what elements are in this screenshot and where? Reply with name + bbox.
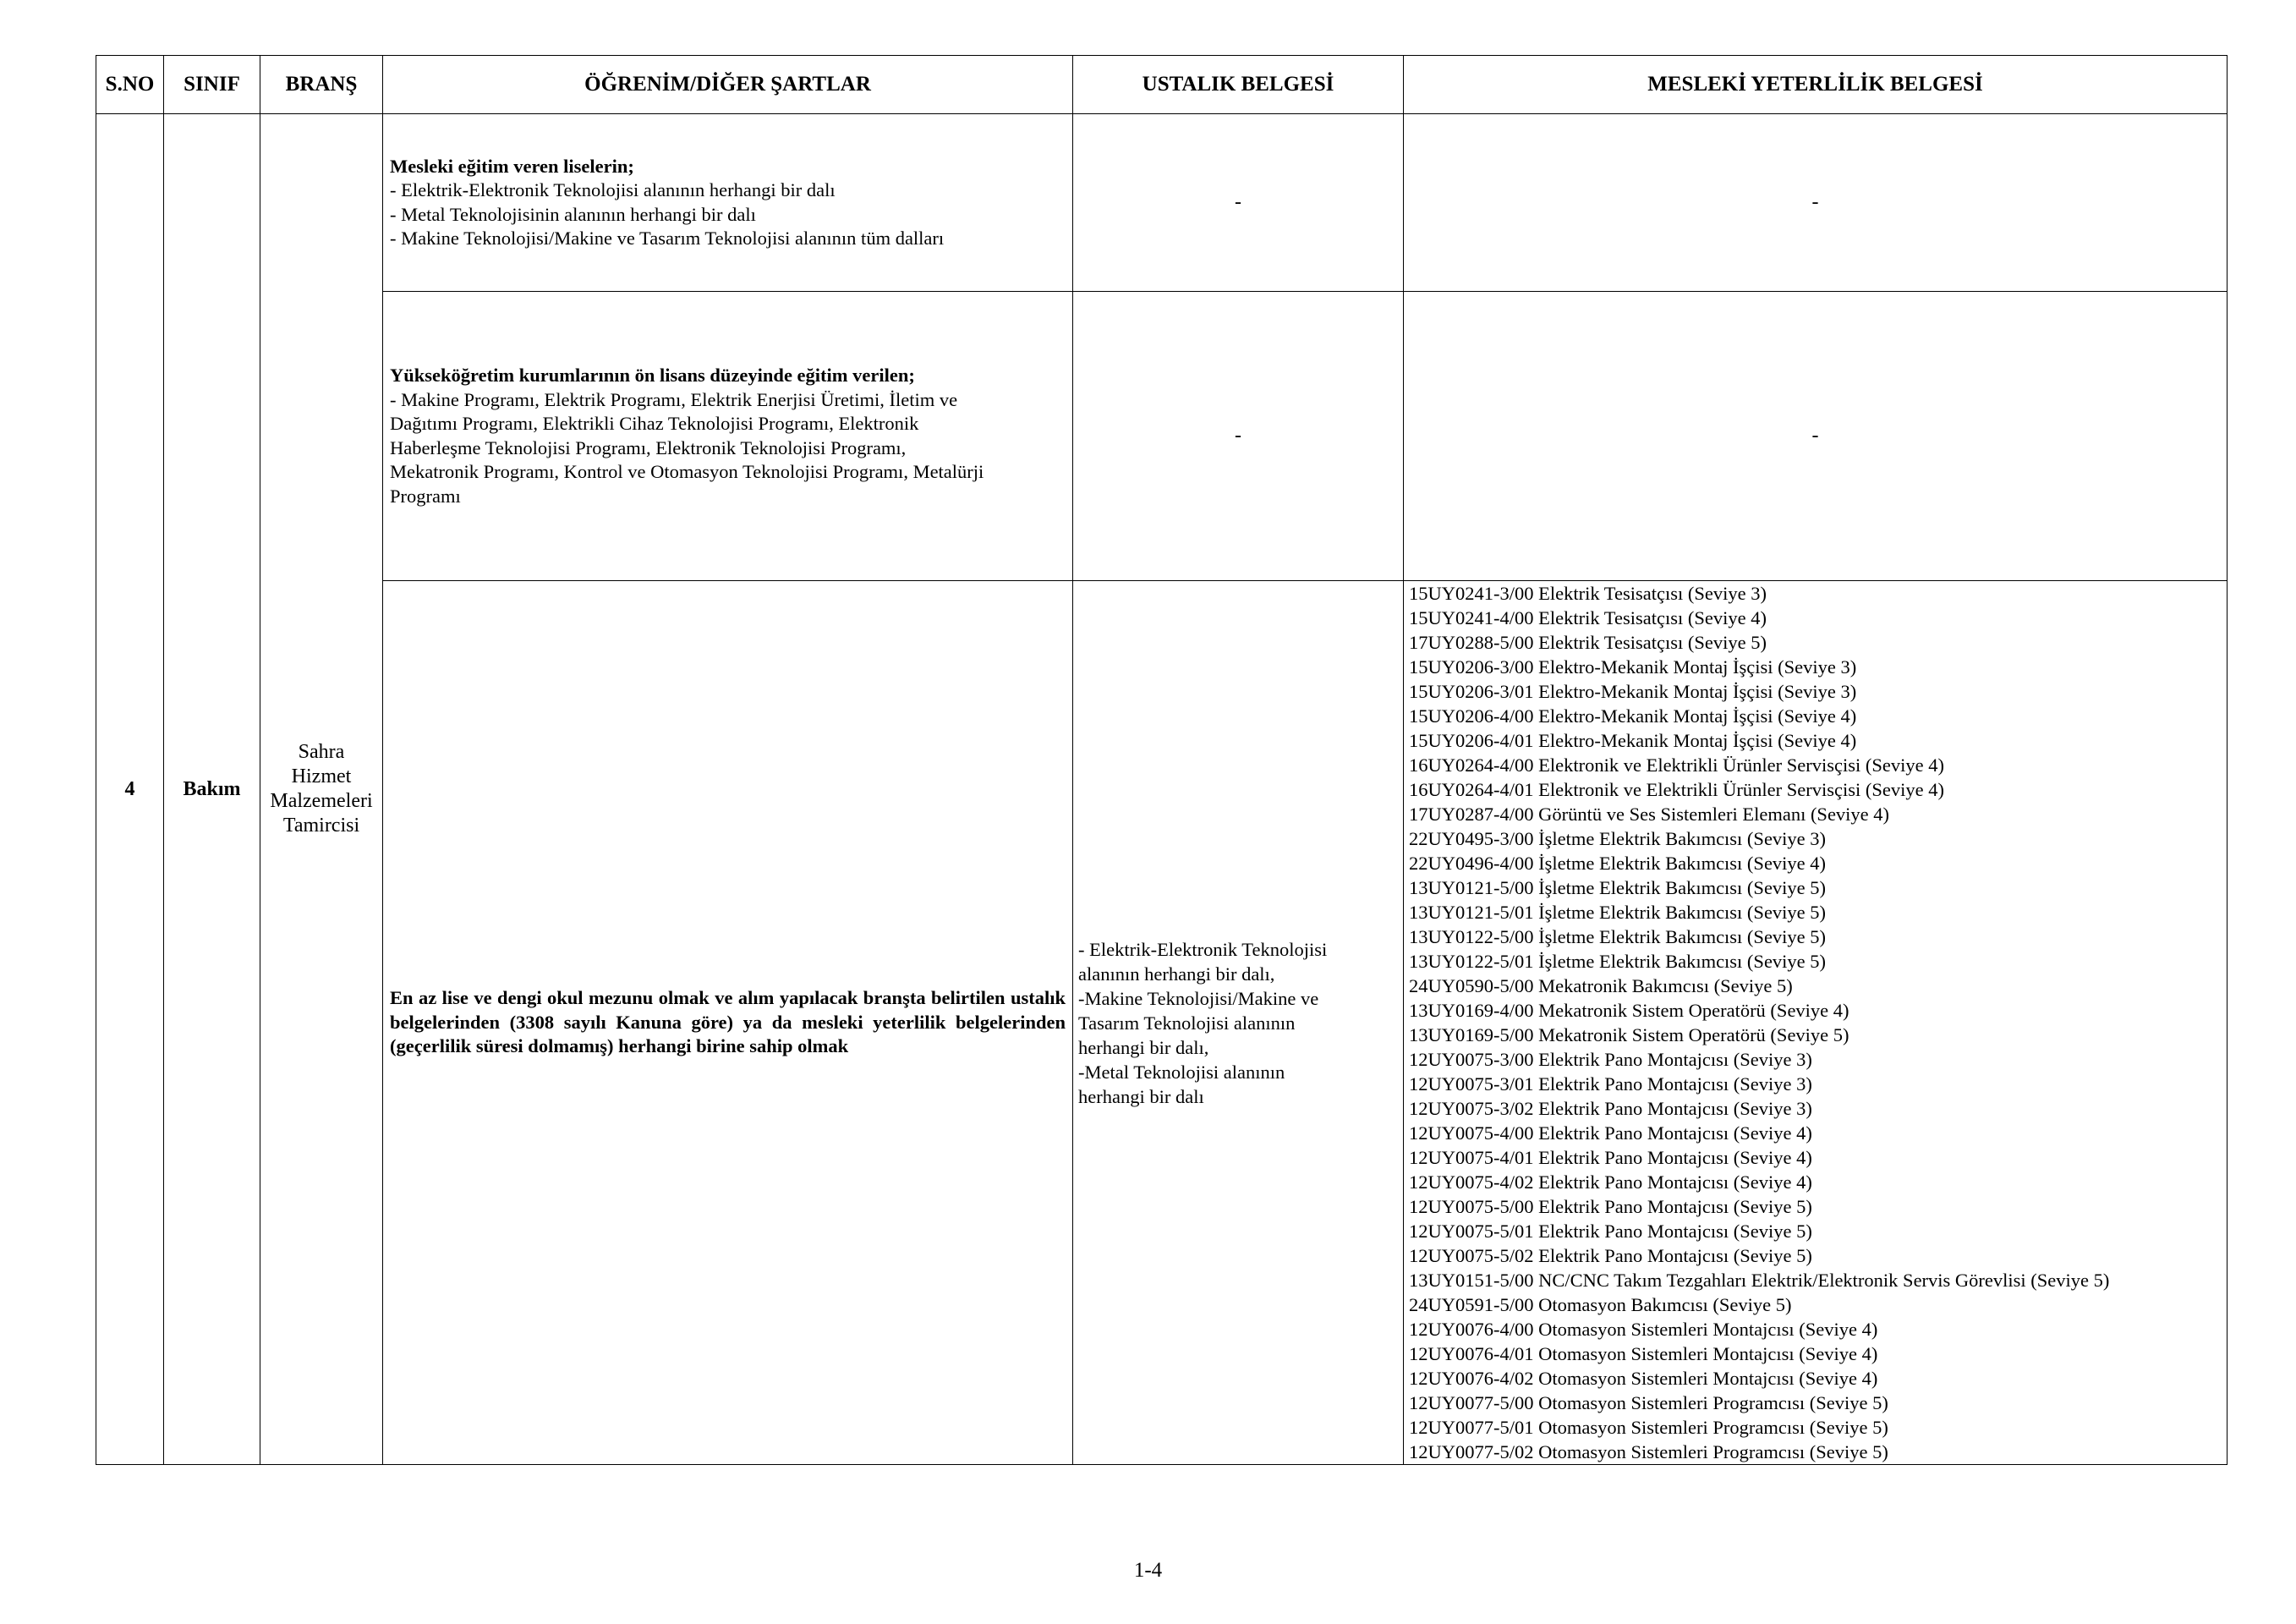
certificate-item: 22UY0495-3/00 İşletme Elektrik Bakımcısı (Seviye 3) xyxy=(1409,828,1827,849)
ustalik-line: herhangi bir dalı xyxy=(1078,1085,1204,1107)
certificate-item: 15UY0241-3/00 Elektrik Tesisatçısı (Seviye 3) xyxy=(1409,583,1767,604)
header-brans: BRANŞ xyxy=(260,56,383,114)
certificate-item: 13UY0169-4/00 Mekatronik Sistem Operatörü (Seviye 4) xyxy=(1409,1000,1849,1021)
requirements-table xyxy=(96,55,2228,1465)
mesleki-cell: - xyxy=(1404,292,2228,581)
condition-vocational-high-school xyxy=(383,114,1073,292)
ustalik-line: Tasarım Teknolojisi alanının xyxy=(1078,1012,1296,1034)
brans-line: Sahra xyxy=(298,741,345,763)
certificate-item: 12UY0075-3/02 Elektrik Pano Montajcısı (Seviye 3) xyxy=(1409,1098,1812,1119)
header-ustalik: USTALIK BELGESİ xyxy=(1073,56,1404,114)
page-number: 1-4 xyxy=(1133,1559,1163,1582)
certificate-item: 16UY0264-4/00 Elektronik ve Elektrikli Ürünler Servisçisi (Seviye 4) xyxy=(1409,754,1944,776)
sinif-cell: Bakım xyxy=(164,114,260,1465)
certificate-item: 12UY0076-4/01 Otomasyon Sistemleri Montajcısı (Seviye 4) xyxy=(1409,1343,1878,1364)
condition-heading: Yükseköğretim kurumlarının ön lisans düzeyinde eğitim verilen; xyxy=(390,365,915,386)
condition-certificate xyxy=(383,581,1073,1465)
ustalik-line: herhangi bir dalı, xyxy=(1078,1036,1209,1058)
certificate-item: 12UY0075-4/01 Elektrik Pano Montajcısı (Seviye 4) xyxy=(1409,1147,1812,1168)
certificate-item: 15UY0206-4/00 Elektro-Mekanik Montaj İşçisi (Seviye 4) xyxy=(1409,705,1857,727)
certificate-item: 12UY0076-4/00 Otomasyon Sistemleri Montajcısı (Seviye 4) xyxy=(1409,1319,1878,1340)
condition-line: - Makine Programı, Elektrik Programı, Elektrik Enerjisi Üretimi, İletim ve xyxy=(390,388,958,410)
certificate-item: 15UY0206-4/01 Elektro-Mekanik Montaj İşçisi (Seviye 4) xyxy=(1409,730,1857,751)
certificate-item: 13UY0122-5/01 İşletme Elektrik Bakımcısı (Seviye 5) xyxy=(1409,951,1827,972)
certificate-item: 12UY0075-3/00 Elektrik Pano Montajcısı (Seviye 3) xyxy=(1409,1049,1812,1070)
certificate-item: 12UY0075-5/00 Elektrik Pano Montajcısı (Seviye 5) xyxy=(1409,1196,1812,1217)
table-row xyxy=(96,292,2228,581)
ustalik-cell xyxy=(1073,581,1404,1465)
condition-line: - Elektrik-Elektronik Teknolojisi alanının herhangi bir dalı xyxy=(390,179,836,200)
table-row xyxy=(96,581,2228,1465)
certificate-item: 12UY0075-3/01 Elektrik Pano Montajcısı (Seviye 3) xyxy=(1409,1073,1812,1095)
condition-line: Dağıtımı Programı, Elektrikli Cihaz Teknolojisi Programı, Elektronik xyxy=(390,413,919,434)
header-row xyxy=(96,56,2228,114)
certificate-item: 12UY0076-4/02 Otomasyon Sistemleri Montajcısı (Seviye 4) xyxy=(1409,1368,1878,1389)
brans-cell xyxy=(260,114,383,1465)
certificate-item: 16UY0264-4/01 Elektronik ve Elektrikli Ürünler Servisçisi (Seviye 4) xyxy=(1409,779,1944,800)
certificate-item: 24UY0591-5/00 Otomasyon Bakımcısı (Seviye 5) xyxy=(1409,1294,1792,1315)
condition-line: Programı xyxy=(390,485,461,507)
sno-cell: 4 xyxy=(96,114,164,1465)
header-sinif: SINIF xyxy=(164,56,260,114)
certificate-item: 15UY0206-3/01 Elektro-Mekanik Montaj İşçisi (Seviye 3) xyxy=(1409,681,1857,702)
certificate-item: 12UY0077-5/02 Otomasyon Sistemleri Programcısı (Seviye 5) xyxy=(1409,1441,1888,1462)
certificate-item: 17UY0288-5/00 Elektrik Tesisatçısı (Seviye 5) xyxy=(1409,632,1767,653)
certificate-item: 12UY0077-5/00 Otomasyon Sistemleri Programcısı (Seviye 5) xyxy=(1409,1392,1888,1413)
mesleki-list-cell xyxy=(1404,581,2228,1465)
certificate-item: 12UY0075-4/00 Elektrik Pano Montajcısı (Seviye 4) xyxy=(1409,1122,1812,1144)
certificate-item: 13UY0121-5/00 İşletme Elektrik Bakımcısı (Seviye 5) xyxy=(1409,877,1827,898)
ustalik-cell: - xyxy=(1073,114,1404,292)
certificate-item: 24UY0590-5/00 Mekatronik Bakımcısı (Seviye 5) xyxy=(1409,975,1793,996)
certificate-item: 13UY0121-5/01 İşletme Elektrik Bakımcısı (Seviye 5) xyxy=(1409,902,1827,923)
certificate-item: 13UY0151-5/00 NC/CNC Takım Tezgahları Elektrik/Elektronik Servis Görevlisi (Seviye 5) xyxy=(1409,1270,2110,1291)
certificate-item: 12UY0075-5/01 Elektrik Pano Montajcısı (Seviye 5) xyxy=(1409,1221,1812,1242)
header-sno: S.NO xyxy=(96,56,164,114)
ustalik-line: -Makine Teknolojisi/Makine ve xyxy=(1078,987,1319,1009)
ustalik-line: -Metal Teknolojisi alanının xyxy=(1078,1061,1285,1083)
brans-line: Tamircisi xyxy=(282,815,360,837)
mesleki-cell: - xyxy=(1404,114,2228,292)
condition-line: - Metal Teknolojisinin alanının herhangi bir dalı xyxy=(390,203,756,225)
condition-text: En az lise ve dengi okul mezunu olmak ve alım yapılacak branşta belirtilen ustalık belgelerinden (3308 sayılı Kanuna göre) ya da mesleki yeterlilik belgelerinden (geçerlilik süresi dolmamış) herhangi birine sahip olmak xyxy=(390,987,1066,1057)
condition-heading: Mesleki eğitim veren liselerin; xyxy=(390,155,634,177)
certificate-item: 17UY0287-4/00 Görüntü ve Ses Sistemleri Elemanı (Seviye 4) xyxy=(1409,804,1890,825)
certificate-item: 15UY0241-4/00 Elektrik Tesisatçısı (Seviye 4) xyxy=(1409,607,1767,628)
condition-associate-degree xyxy=(383,292,1073,581)
condition-line: - Makine Teknolojisi/Makine ve Tasarım Teknolojisi alanının tüm dalları xyxy=(390,228,945,249)
certificate-item: 12UY0075-4/02 Elektrik Pano Montajcısı (Seviye 4) xyxy=(1409,1171,1812,1193)
certificate-item: 15UY0206-3/00 Elektro-Mekanik Montaj İşçisi (Seviye 3) xyxy=(1409,656,1857,678)
certificate-item: 12UY0075-5/02 Elektrik Pano Montajcısı (Seviye 5) xyxy=(1409,1245,1812,1266)
header-ogrenim: ÖĞRENİM/DİĞER ŞARTLAR xyxy=(383,56,1073,114)
brans-line: Hizmet xyxy=(291,765,352,787)
condition-line: Haberleşme Teknolojisi Programı, Elektronik Teknolojisi Programı, xyxy=(390,436,907,458)
table-row xyxy=(96,114,2228,292)
ustalik-cell: - xyxy=(1073,292,1404,581)
condition-line: Mekatronik Programı, Kontrol ve Otomasyon Teknolojisi Programı, Metalürji xyxy=(390,461,984,482)
certificate-item: 13UY0169-5/00 Mekatronik Sistem Operatörü (Seviye 5) xyxy=(1409,1024,1849,1045)
certificate-item: 12UY0077-5/01 Otomasyon Sistemleri Programcısı (Seviye 5) xyxy=(1409,1417,1888,1438)
ustalik-line: - Elektrik-Elektronik Teknolojisi xyxy=(1078,938,1328,960)
brans-line: Malzemeleri xyxy=(270,790,373,812)
header-mesleki: MESLEKİ YETERLİLİK BELGESİ xyxy=(1404,56,2228,114)
certificate-item: 22UY0496-4/00 İşletme Elektrik Bakımcısı (Seviye 4) xyxy=(1409,853,1827,874)
ustalik-line: alanının herhangi bir dalı, xyxy=(1078,963,1275,985)
certificate-item: 13UY0122-5/00 İşletme Elektrik Bakımcısı (Seviye 5) xyxy=(1409,926,1827,947)
